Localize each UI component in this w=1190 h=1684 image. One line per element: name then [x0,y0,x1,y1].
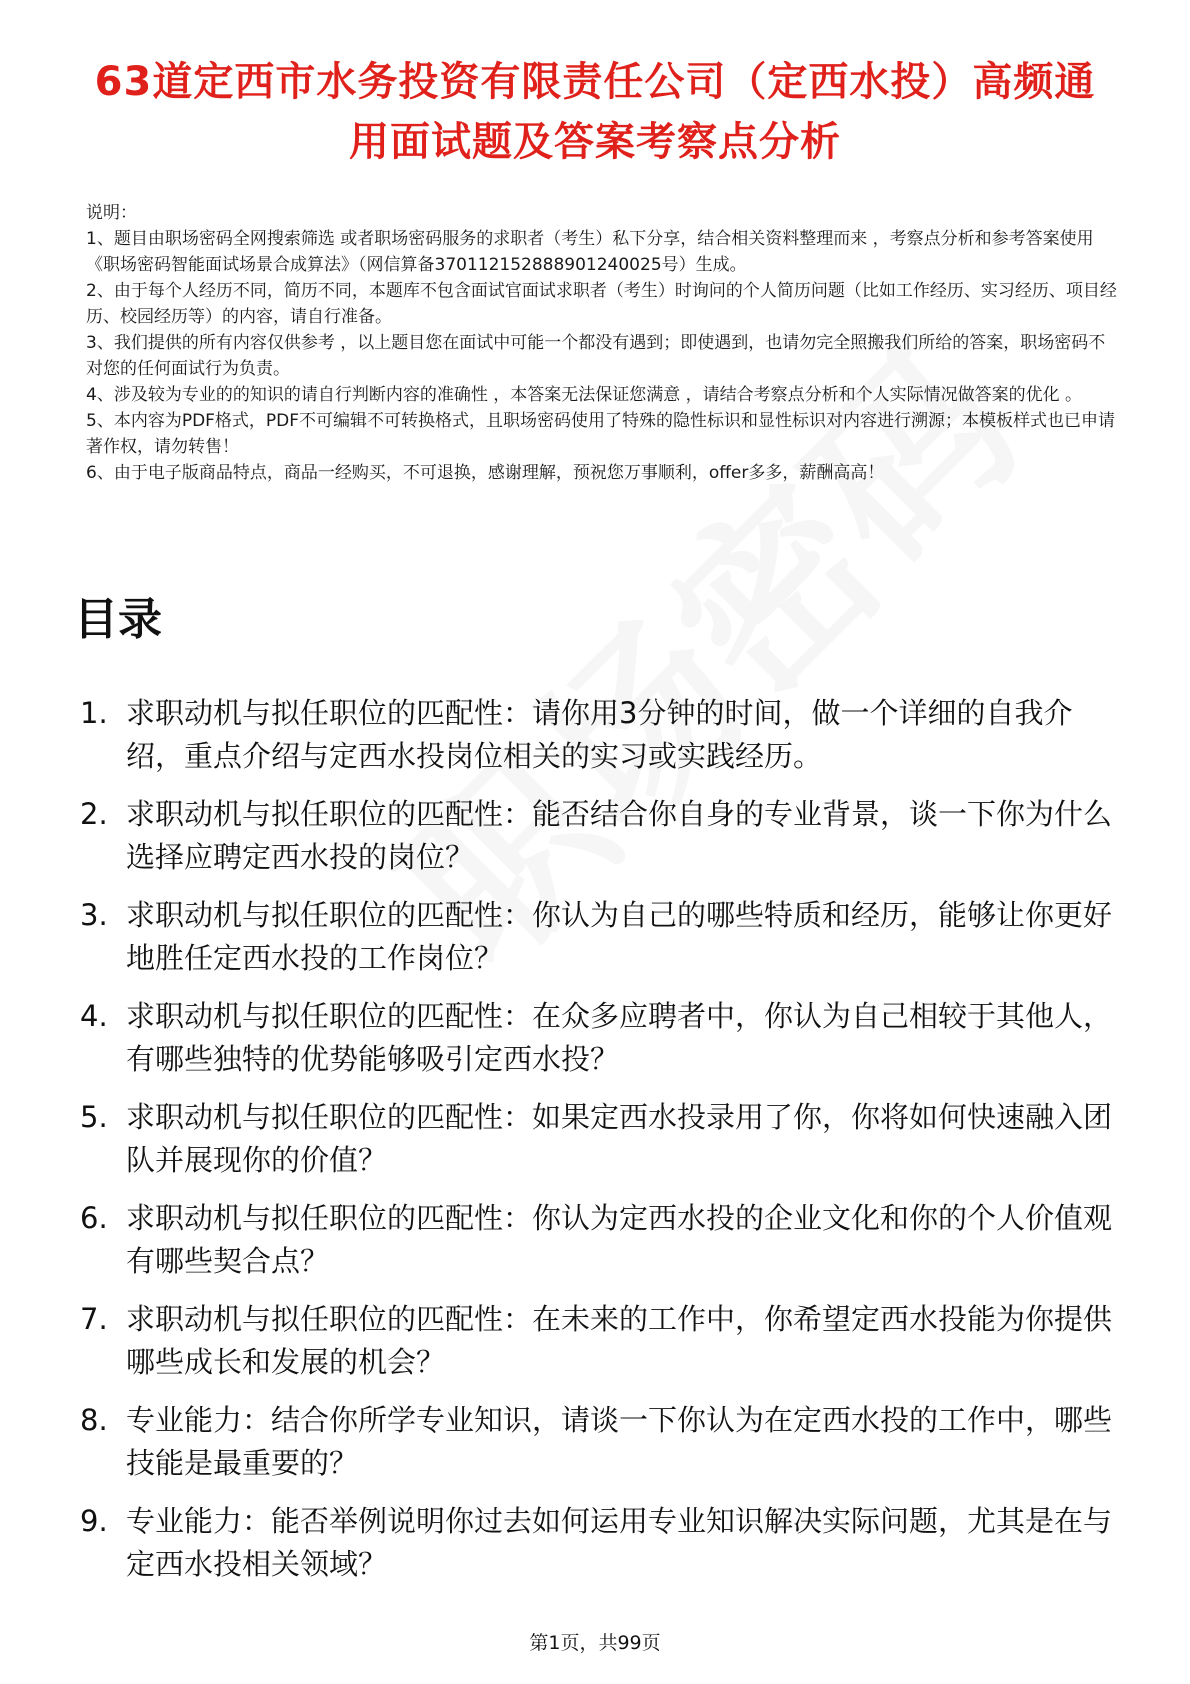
toc-item-text: 专业能力：结合你所学专业知识，请谈一下你认为在定西水投的工作中，哪些技能是最重要的？ [126,1403,1113,1480]
toc-item-text: 求职动机与拟任职位的匹配性：如果定西水投录用了你，你将如何快速融入团队并展现你的价值？ [126,1100,1113,1177]
toc-item-text: 专业能力：能否举例说明你过去如何运用专业知识解决实际问题，尤其是在与定西水投相关领域？ [126,1504,1113,1581]
toc-item-text: 求职动机与拟任职位的匹配性：你认为定西水投的企业文化和你的个人价值观有哪些契合点？ [126,1201,1113,1278]
toc-item-number: 8. [80,1403,108,1437]
toc-item-number: 9. [80,1504,108,1538]
toc-item-number: 1. [80,696,108,730]
notes-section [86,200,1118,486]
note-item: 2、由于每个人经历不同，简历不同，本题库不包含面试官面试求职者（考生）时询问的个人简历问题（比如工作经历、实习经历、项目经历、校园经历等）的内容，请自行准备。 [86,281,1117,327]
toc-item-number: 2. [80,797,108,831]
toc-item[interactable] [80,894,1130,980]
notes-heading: 说明： [86,203,137,223]
toc-item[interactable] [80,793,1130,879]
note-item: 3、我们提供的所有内容仅供参考 ，以上题目您在面试中可能一个都没有遇到；即使遇到，也请勿完全照搬我们所给的答案，职场密码不对您的任何面试行为负责。 [86,333,1106,379]
toc-item-number: 4. [80,999,108,1033]
toc-item-text: 求职动机与拟任职位的匹配性：在众多应聘者中，你认为自己相较于其他人，有哪些独特的优势能够吸引定西水投？ [126,999,1113,1076]
toc-item-number: 7. [80,1302,108,1336]
toc-heading: 目录 [74,594,162,645]
note-item: 5、本内容为PDF格式，PDF不可编辑不可转换格式，且职场密码使用了特殊的隐性标识和显性标识对内容进行溯源；本模板样式也已申请著作权，请勿转售！ [86,411,1116,457]
page-footer: 第1页，共99页 [529,1632,661,1654]
toc-item[interactable] [80,1399,1130,1485]
toc-item-number: 5. [80,1100,108,1134]
toc-item-text: 求职动机与拟任职位的匹配性：你认为自己的哪些特质和经历，能够让你更好地胜任定西水投的工作岗位？ [126,898,1113,975]
toc-item[interactable] [80,1096,1130,1182]
toc-item[interactable] [80,995,1130,1081]
toc-item[interactable] [80,692,1130,778]
document-title: 63道定西市水务投资有限责任公司（定西水投）高频通用面试题及答案考察点分析 [94,59,1096,165]
toc-list [80,692,1130,1601]
toc-item[interactable] [80,1197,1130,1283]
toc-item-text: 求职动机与拟任职位的匹配性：请你用3分钟的时间，做一个详细的自我介绍，重点介绍与定西水投岗位相关的实习或实践经历。 [126,696,1073,773]
note-item: 4、涉及较为专业的的知识的请自行判断内容的准确性 ，本答案无法保证您满意 ，请结合考察点分析和个人实际情况做答案的优化 。 [86,385,1083,405]
toc-item[interactable] [80,1298,1130,1384]
toc-item-text: 求职动机与拟任职位的匹配性：在未来的工作中，你希望定西水投能为你提供哪些成长和发展的机会？ [126,1302,1113,1379]
toc-item-number: 6. [80,1201,108,1235]
toc-item-number: 3. [80,898,108,932]
toc-item[interactable] [80,1500,1130,1586]
note-item: 1、题目由职场密码全网搜索筛选 或者职场密码服务的求职者（考生）私下分享，结合相关资料整理而来 ，考察点分析和参考答案使用《职场密码智能面试场景合成算法》（网信算备370112152888901240025号）生成。 [86,229,1094,275]
toc-item-text: 求职动机与拟任职位的匹配性：能否结合你自身的专业背景，谈一下你为什么选择应聘定西水投的岗位？ [126,797,1113,874]
note-item: 6、由于电子版商品特点，商品一经购买，不可退换，感谢理解，预祝您万事顺利，offer多多，薪酬高高！ [86,463,885,483]
